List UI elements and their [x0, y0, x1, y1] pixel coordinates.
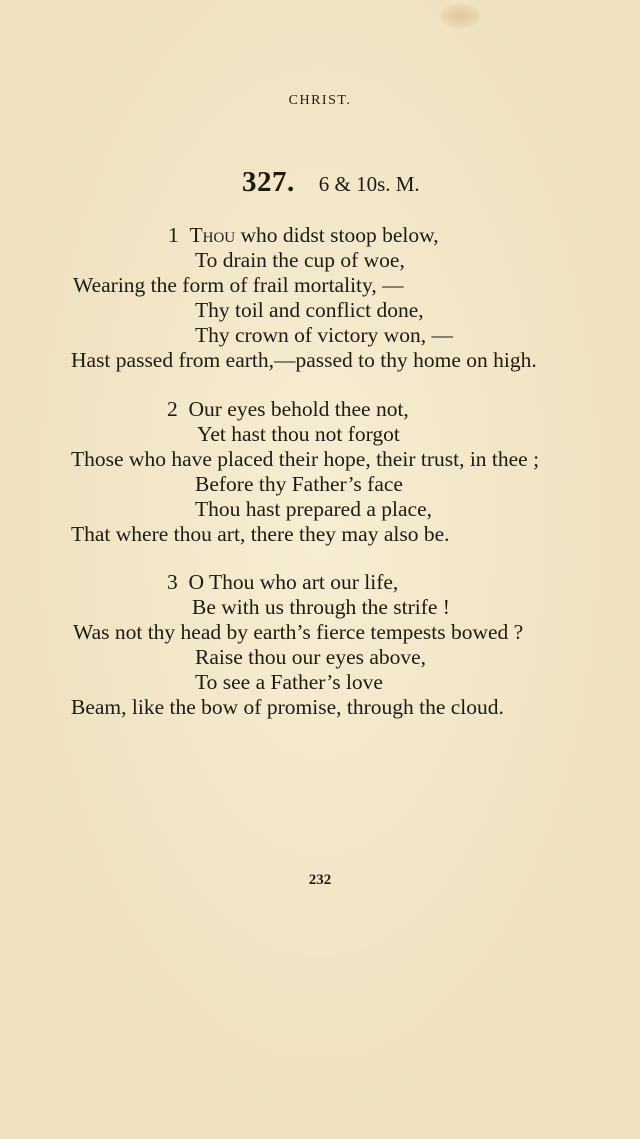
stanza-2-line-5: Thou hast prepared a place, [195, 497, 432, 521]
stanza-2-line-3: Those who have placed their hope, their trust, in thee ; [71, 447, 540, 471]
stanza-3-line-6: Beam, like the bow of promise, through the cloud. [71, 695, 504, 719]
stanza-1-line-3: Wearing the form of frail mortality, — [73, 273, 404, 297]
stanza-number: 1 [168, 223, 179, 247]
stanza-1-line-5: Thy crown of victory won, — [195, 323, 453, 347]
hymn-number: 327. [242, 166, 295, 198]
stanza-1-line-4: Thy toil and conflict done, [195, 298, 424, 322]
line-text: Our eyes behold thee not, [188, 397, 409, 421]
stanza-2-line-2: Yet hast thou not forgot [197, 422, 400, 446]
paper-stain [440, 4, 480, 28]
stanza-number: 2 [167, 397, 178, 421]
stanza-3-line-5: To see a Father’s love [195, 670, 383, 694]
stanza-2-line-1 [167, 396, 409, 422]
line-text: O Thou who art our life, [188, 570, 399, 594]
stanza-3-line-2: Be with us through the strife ! [192, 595, 450, 619]
stanza-number: 3 [167, 570, 178, 594]
page-number: 232 [308, 872, 332, 888]
first-word: Thou [189, 223, 236, 247]
running-head: CHRIST. [288, 93, 352, 108]
stanza-1-line-6: Hast passed from earth,—passed to thy home on high. [71, 348, 537, 372]
stanza-3-line-3: Was not thy head by earth’s fierce tempests bowed ? [73, 620, 524, 644]
stanza-3-line-1 [167, 569, 398, 595]
hymn-heading [242, 166, 420, 199]
line-text: who didst stoop below, [235, 223, 439, 247]
stanza-2-line-4: Before thy Father’s face [195, 472, 403, 496]
stanza-1-line-2: To drain the cup of woe, [195, 248, 405, 272]
stanza-1-line-1 [168, 222, 439, 248]
stanza-2-line-6: That where thou art, there they may also be. [71, 522, 450, 546]
hymn-meter: 6 & 10s. M. [318, 172, 420, 196]
stanza-3-line-4: Raise thou our eyes above, [195, 645, 427, 669]
